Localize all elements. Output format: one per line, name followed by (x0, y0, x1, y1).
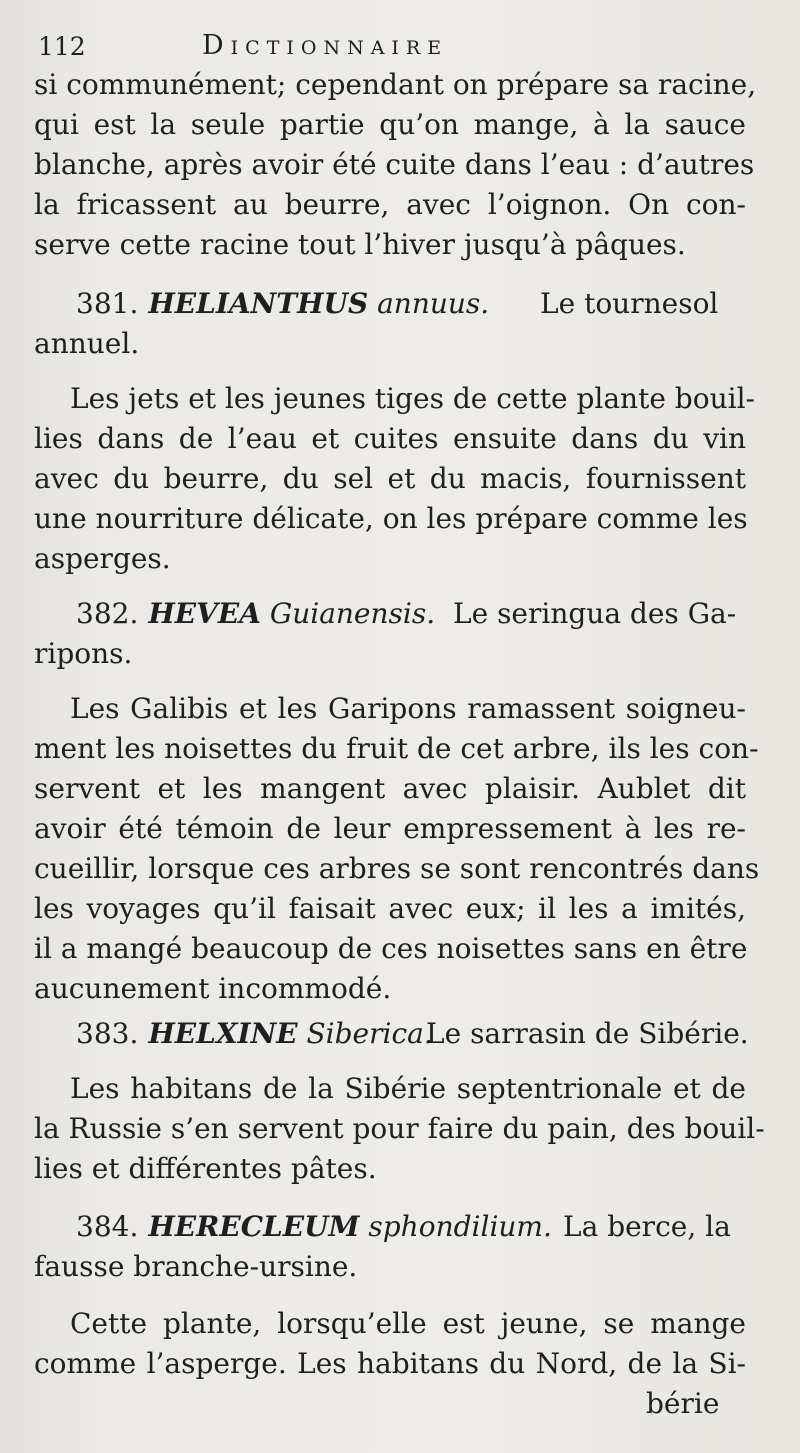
text-line: lies et différentes pâtes. (34, 1152, 377, 1185)
entry-common-name: annuel. (34, 327, 140, 360)
entry-heading (76, 595, 435, 633)
entry-heading (76, 285, 489, 323)
entry-number: 382. (76, 597, 139, 630)
text-line: ment les noisettes du fruit de cet arbre, ils les con- (34, 732, 759, 765)
entry-number: 384. (76, 1210, 139, 1243)
text-line: Les jets et les jeunes tiges de cette plante bouil- (70, 382, 755, 415)
entry-common-name: Le tournesol (540, 287, 719, 320)
entry-genus: HEVEA (148, 597, 261, 630)
entry-heading (76, 1015, 433, 1053)
text-line: il a mangé beaucoup de ces noisettes sans en être (34, 932, 748, 965)
entry-common-name: Le sarrasin de Sibérie. (426, 1017, 749, 1050)
entry-genus: HELXINE (148, 1017, 298, 1050)
text-line: asperges. (34, 542, 171, 575)
text-line: comme l’asperge. Les habitans du Nord, de la Si- (34, 1347, 746, 1380)
text-line: blanche, après avoir été cuite dans l’eau : d’autres (34, 148, 755, 181)
catchword: bérie (646, 1387, 720, 1420)
text-line: Les habitans de la Sibérie septentrionale et de (70, 1072, 746, 1105)
text-line: serve cette racine tout l’hiver jusqu’à pâques. (34, 228, 686, 261)
entry-common-name: Le seringua des Ga- (453, 597, 737, 630)
text-line: si communément; cependant on prépare sa racine, (34, 68, 757, 101)
text-line: aucunement incommodé. (34, 972, 392, 1005)
text-line: une nourriture délicate, on les prépare comme les (34, 502, 748, 535)
entry-species: sphondilium. (368, 1210, 552, 1243)
text-line: Cette plante, lorsqu’elle est jeune, se mange (70, 1307, 746, 1340)
text-line: la fricassent au beurre, avec l’oignon. On con- (34, 188, 746, 221)
entry-heading (76, 1208, 552, 1246)
text-line: servent et les mangent avec plaisir. Aublet dit (34, 772, 746, 805)
text-line: la Russie s’en servent pour faire du pain, des bouil- (34, 1112, 765, 1145)
entry-common-name: fausse branche-ursine. (34, 1250, 358, 1283)
text-line: les voyages qu’il faisait avec eux; il les a imités, (34, 892, 746, 925)
entry-number: 383. (76, 1017, 139, 1050)
running-header: Dictionnaire (202, 30, 449, 61)
text-line: lies dans de l’eau et cuites ensuite dans du vin (34, 422, 746, 455)
page-number: 112 (38, 32, 86, 61)
text-line: avoir été témoin de leur empressement à les re- (34, 812, 746, 845)
text-line: cueillir, lorsque ces arbres se sont rencontrés dans (34, 852, 760, 885)
text-line: Les Galibis et les Garipons ramassent soigneu- (70, 692, 746, 725)
entry-species: annuus. (377, 287, 490, 320)
entry-genus: HERECLEUM (148, 1210, 360, 1243)
entry-species: Siberica. (306, 1017, 433, 1050)
text-line: avec du beurre, du sel et du macis, fournissent (34, 462, 746, 495)
entry-number: 381. (76, 287, 139, 320)
entry-common-name: ripons. (34, 637, 133, 670)
entry-species: Guianensis. (269, 597, 436, 630)
entry-common-name: La berce, la (563, 1210, 731, 1243)
entry-genus: HELIANTHUS (148, 287, 369, 320)
text-line: qui est la seule partie qu’on mange, à la sauce (34, 108, 746, 141)
